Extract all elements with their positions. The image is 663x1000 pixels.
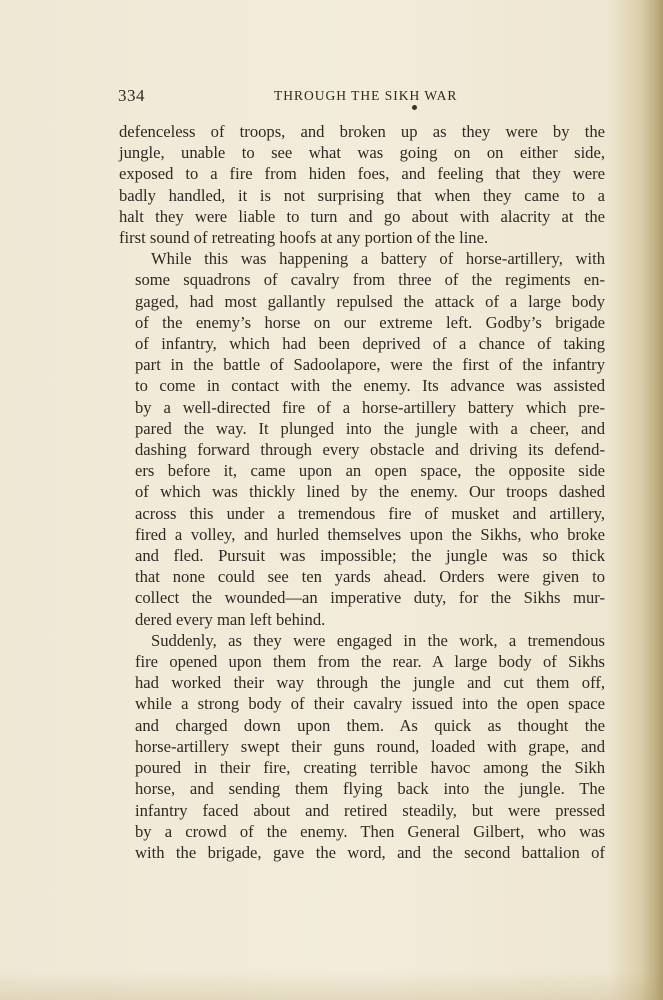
text-line: badly handled, it is not surprising that when they came to a <box>119 185 605 205</box>
text-line: ers before it, came upon an open space, the opposite side <box>135 461 605 481</box>
text-line: While this was happening a battery of horse-artillery, with <box>151 249 605 269</box>
text-line: collect the wounded—an imperative duty, for the Sikhs mur- <box>135 588 605 608</box>
paragraph-2 <box>119 248 605 630</box>
text-line: exposed to a fire from hiden foes, and feeling that they were <box>119 164 605 184</box>
page-bottom-shade <box>0 970 663 1000</box>
page-edge-shadow <box>641 0 663 1000</box>
page-number: 334 <box>118 86 145 105</box>
text-line: some squadrons of cavalry from three of the regiments en- <box>135 270 605 290</box>
text-line: jungle, unable to see what was going on on either side, <box>119 143 605 163</box>
text-line: by a well-directed fire of a horse-artillery battery which pre- <box>135 397 605 417</box>
text-line: across this under a tremendous fire of musket and artillery, <box>135 503 605 523</box>
running-title: THROUGH THE SIKH WAR <box>274 88 458 103</box>
text-line: part in the battle of Sadoolapore, were the first of the infantry <box>135 355 605 375</box>
text-line: and fled. Pursuit was impossible; the jungle was so thick <box>135 546 605 566</box>
text-line: dashing forward through every obstacle and driving its defend- <box>135 440 605 460</box>
text-line: by a crowd of the enemy. Then General Gilbert, who was <box>135 821 605 841</box>
text-line: gaged, had most gallantly repulsed the attack of a large body <box>135 291 605 311</box>
text-line: while a strong body of their cavalry issued into the open space <box>135 694 605 714</box>
text-line: infantry faced about and retired steadily, but were pressed <box>135 800 605 820</box>
text-line: first sound of retreating hoofs at any portion of the line. <box>119 228 489 248</box>
text-line: horse-artillery swept their guns round, loaded with grape, and <box>135 736 605 756</box>
header-ornament-dot <box>412 105 417 110</box>
text-line: pared the way. It plunged into the jungle with a cheer, and <box>135 418 605 438</box>
text-line: fired a volley, and hurled themselves upon the Sikhs, who broke <box>135 524 605 544</box>
page-header <box>118 86 608 108</box>
body-text <box>119 121 605 863</box>
text-line: of infantry, which had been deprived of a chance of taking <box>135 334 605 354</box>
text-line: of which was thickly lined by the enemy. Our troops dashed <box>135 482 605 502</box>
text-line: and charged down upon them. As quick as thought the <box>135 715 605 735</box>
text-line: poured in their fire, creating terrible havoc among the Sikh <box>135 758 605 778</box>
text-line: with the brigade, gave the word, and the second battalion of <box>135 842 605 862</box>
paragraph-1 <box>119 121 605 248</box>
text-line: dered every man left behind. <box>135 609 326 629</box>
text-line: to come in contact with the enemy. Its advance was assisted <box>135 376 605 396</box>
paragraph-3 <box>119 630 605 863</box>
text-line: defenceless of troops, and broken up as they were by the <box>119 122 605 141</box>
text-line: halt they were liable to turn and go about with alacrity at the <box>119 206 605 226</box>
text-line: horse, and sending them flying back into the jungle. The <box>135 779 605 799</box>
text-line: fire opened upon them from the rear. A large body of Sikhs <box>135 652 605 672</box>
text-line: had worked their way through the jungle and cut them off, <box>135 673 605 693</box>
text-line: Suddenly, as they were engaged in the work, a tremendous <box>151 630 605 650</box>
text-line: that none could see ten yards ahead. Orders were given to <box>135 567 605 587</box>
text-line: of the enemy’s horse on our extreme left. Godby’s brigade <box>135 312 605 332</box>
